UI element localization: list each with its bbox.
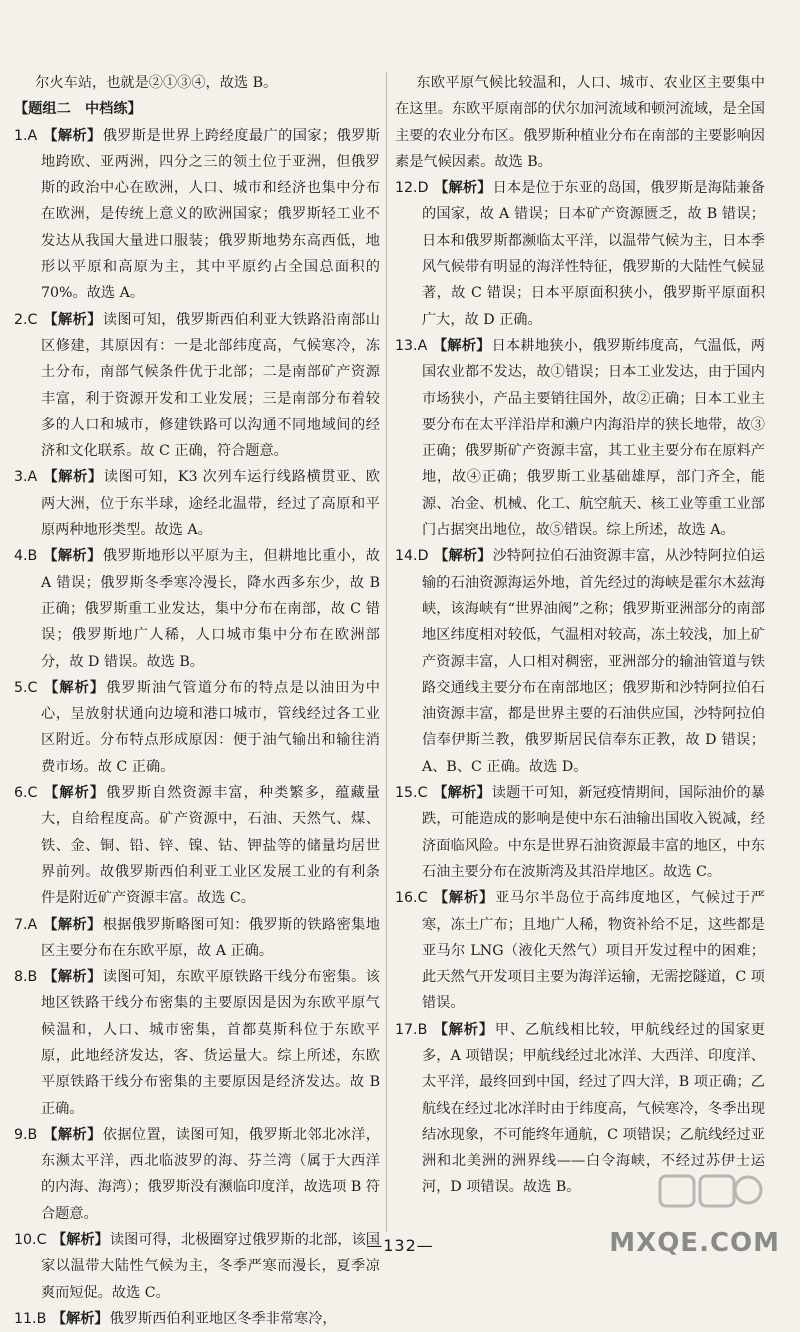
answer-explanation: 依据位置，读图可知，俄罗斯北邻北冰洋，东濒太平洋，西北临波罗的海、芬兰湾（属于大西洋的内海、海湾）；俄罗斯没有濒临印度洋，故选项 B 符合题意。 [40, 1126, 380, 1222]
left-column [14, 70, 380, 1327]
analysis-tag: 【解析】 [43, 916, 102, 933]
answer-item [14, 780, 380, 911]
answer-item [395, 175, 765, 333]
answer-number: 9.B [14, 1126, 38, 1143]
answer-explanation: 读题干可知，新冠疫情期间，国际油价的暴跌，可能造成的影响是使中东石油输出国收入锐减，经济面临风险。中东是世界石油资源最丰富的地区，中东石油主要分布在波斯湾及其沿岸地区。故选 C。 [421, 785, 765, 880]
analysis-tag: 【解析】 [52, 1232, 109, 1249]
answer-number: 4.B [14, 548, 38, 565]
column-divider [386, 72, 387, 1232]
answer-item [395, 333, 765, 543]
analysis-tag: 【解析】 [43, 469, 103, 486]
analysis-tag: 【解析】 [433, 890, 495, 907]
analysis-tag: 【解析】 [43, 127, 102, 144]
right-answer-list [395, 175, 765, 1201]
answer-item [14, 123, 380, 307]
answer-number: 5.C [14, 679, 38, 696]
answer-explanation: 亚马尔半岛位于高纬度地区，气候过于严寒，冻土广布；且地广人稀，物资补给不足，这些都是亚马尔 LNG（液化天然气）项目开发过程中的困难；此天然气开发项目主要为海洋运输，无需挖隧道，C 项错误。 [421, 890, 765, 1012]
analysis-tag: 【解析】 [43, 311, 102, 328]
answer-number: 11.B [14, 1310, 47, 1327]
analysis-tag: 【解析】 [43, 548, 102, 565]
answer-number: 10.C [14, 1232, 47, 1249]
answer-explanation: 俄罗斯西伯利亚地区冬季非常寒冷， [109, 1310, 337, 1327]
page-number: —132— [366, 1236, 434, 1255]
answer-number: 16.C [395, 890, 428, 907]
answer-explanation: 沙特阿拉伯石油资源丰富，从沙特阿拉伯运输的石油资源海运外地，首先经过的海峡是霍尔木兹海峡，该海峡有“世界油阀”之称；俄罗斯亚洲部分的南部地区纬度相对较低，气温相对较高，冻土较浅，加上矿产资源丰富，人口相对稠密，亚洲部分的输油管道与铁路交通线主要分布在南部地区；俄罗斯和沙特阿拉伯石油资源丰富，都是世界主要的石油供应国，沙特阿拉伯信奉伊斯兰教，俄罗斯居民信奉东正教，故 D 错误；A、B、C 正确。故选 D。 [421, 548, 765, 775]
answer-item [395, 885, 765, 1016]
section-heading: 【题组二 中档练】 [14, 101, 142, 118]
answer-explanation: 日本耕地狭小，俄罗斯纬度高，气温低，两国农业都不发达，故①错误；日本工业发达，由于国内市场狭小，产品主要销往国外，故②正确；日本工业主要分布在太平洋沿岸和濑户内海沿岸的狭长地带，故③正确；俄罗斯矿产资源丰富，其工业主要分布在原料产地，故④正确；俄罗斯工业基础雄厚，部门齐全，能源、冶金、机械、化工、航空航天、核工业等重工业部门占据突出地位，故⑤错误。综上所述，故选 A。 [421, 337, 765, 539]
answer-item [14, 1306, 380, 1332]
answer-item [14, 1122, 380, 1227]
answer-explanation: 读图可知，俄罗斯西伯利亚大铁路沿南部山区修建，其原因有：一是北部纬度高，气候寒冷，冻土分布，南部气候条件优于北部；二是南部矿产资源丰富，利于资源开发和工业发展；三是南部分布着较多的人口和城市，修建铁路可以沟通不同地域间的经济和文化联系。故 C 正确，符合题意。 [40, 311, 380, 460]
analysis-tag: 【解析】 [43, 969, 102, 986]
answer-number: 6.C [14, 785, 38, 802]
answer-item [14, 543, 380, 674]
answer-explanation: 甲、乙航线相比较，甲航线经过的国家更多，A 项错误；甲航线经过北冰洋、大西洋、印度洋、太平洋，最终回到中国，经过了四大洋，B 项正确；乙航线在经过北冰洋时由于纬度高，气候寒冷，冬季出现结冰现象，不可能终年通航，C 项错误；乙航线经过亚洲和北美洲的洲界线——白令海峡，不经过苏伊士运河，D 项错误。故选 B。 [421, 1021, 765, 1196]
analysis-tag: 【解析】 [434, 180, 492, 197]
analysis-tag: 【解析】 [434, 548, 492, 565]
analysis-tag: 【解析】 [44, 679, 106, 696]
analysis-tag: 【解析】 [44, 785, 106, 802]
answer-explanation: 根据俄罗斯略图可知：俄罗斯的铁路密集地区主要分布在东欧平原，故 A 正确。 [40, 916, 380, 959]
right-column [395, 70, 765, 1230]
analysis-tag: 【解析】 [433, 337, 491, 354]
left-answer-list [14, 123, 380, 1332]
answer-explanation: 读图可知，K3 次列车运行线路横贯亚、欧两大洲，位于东半球，途经北温带，经过了高原和平原两种地形类型。故选 A。 [40, 469, 380, 539]
analysis-tag: 【解析】 [51, 1310, 109, 1327]
answer-number: 7.A [14, 916, 38, 933]
answer-explanation: 读图可得，北极圈穿过俄罗斯的北部，该国家以温带大陆性气候为主，冬季严寒而漫长，夏季凉爽而短促。故选 C。 [40, 1232, 380, 1301]
answer-number: 3.A [14, 469, 38, 486]
analysis-tag: 【解析】 [43, 1126, 102, 1143]
answer-item [395, 780, 765, 885]
answer-explanation: 俄罗斯油气管道分布的特点是以油田为中心，呈放射状通向边境和港口城市，管线经过各工业区附近。分布特点形成原因：便于油气输出和输往消费市场。故 C 正确。 [40, 679, 380, 775]
answer-item [14, 307, 380, 465]
answer-number: 17.B [395, 1021, 428, 1038]
answer-number: 1.A [14, 127, 38, 144]
answer-explanation: 日本是位于东亚的岛国，俄罗斯是海陆兼备的国家，故 A 错误；日本矿产资源匮乏，故 B 错误；日本和俄罗斯都濒临太平洋，以温带气候为主，日本季风气候带有明显的海洋性特征，俄罗斯的大陆性气候显著，故 C 错误；日本平原面积狭小，俄罗斯平原面积广大，故 D 正确。 [421, 180, 765, 328]
answer-item [14, 964, 380, 1122]
analysis-tag: 【解析】 [433, 1021, 494, 1038]
answer-explanation: 读图可知，东欧平原铁路干线分布密集。该地区铁路干线分布密集的主要原因是因为东欧平原气候温和，人口、城市密集，首都莫斯科位于东欧平原，此地经济发达，客、货运量大。综上所述，东欧平原铁路干线分布密集的主要原因是经济发达。故 B 正确。 [40, 969, 380, 1117]
watermark-text: MXQE.COM [609, 1228, 780, 1258]
answer-item [14, 912, 380, 965]
answer-item [395, 543, 765, 780]
continuation-paragraph: 东欧平原气候比较温和，人口、城市、农业区主要集中在这里。东欧平原南部的伏尔加河流域和顿河流域，是全国主要的农业分布区。俄罗斯种植业分布在南部的主要影响因素是气候因素。故选 B。 [395, 75, 765, 170]
answer-number: 14.D [395, 548, 429, 565]
answer-number: 12.D [395, 180, 429, 197]
answer-number: 8.B [14, 969, 38, 986]
answer-number: 2.C [14, 311, 38, 328]
answer-number: 13.A [395, 337, 428, 354]
answer-number: 15.C [395, 785, 428, 802]
answer-item [14, 675, 380, 780]
answer-explanation: 俄罗斯自然资源丰富，种类繁多，蕴藏量大，自给程度高。矿产资源中，石油、天然气、煤、铁、金、铜、铅、锌、镍、钴、钾盐等的储量均居世界前列。故俄罗斯西伯利亚工业区发展工业的有利条件是附近矿产资源丰富。故选 C。 [40, 785, 380, 907]
answer-explanation: 俄罗斯地形以平原为主，但耕地比重小，故 A 错误；俄罗斯冬季寒冷漫长，降水西多东少，故 B 正确；俄罗斯重工业发达，集中分布在南部，故 C 错误；俄罗斯地广人稀，人口城市集中分布在欧洲部分，故 D 错误。故选 B。 [40, 548, 380, 670]
continuation-line: 尔火车站，也就是②①③④，故选 B。 [35, 75, 278, 91]
answer-explanation: 俄罗斯是世界上跨经度最广的国家；俄罗斯地跨欧、亚两洲，四分之三的领土位于亚洲，但俄罗斯的政治中心在欧洲，人口、城市和经济也集中分布在欧洲，是传统上意义的欧洲国家；俄罗斯轻工业不发达从我国大量进口服装；俄罗斯地势东高西低，地形以平原和高原为主，其中平原约占全国总面积的 70%。故选 A。 [40, 127, 380, 302]
answer-item [14, 464, 380, 543]
analysis-tag: 【解析】 [433, 785, 491, 802]
